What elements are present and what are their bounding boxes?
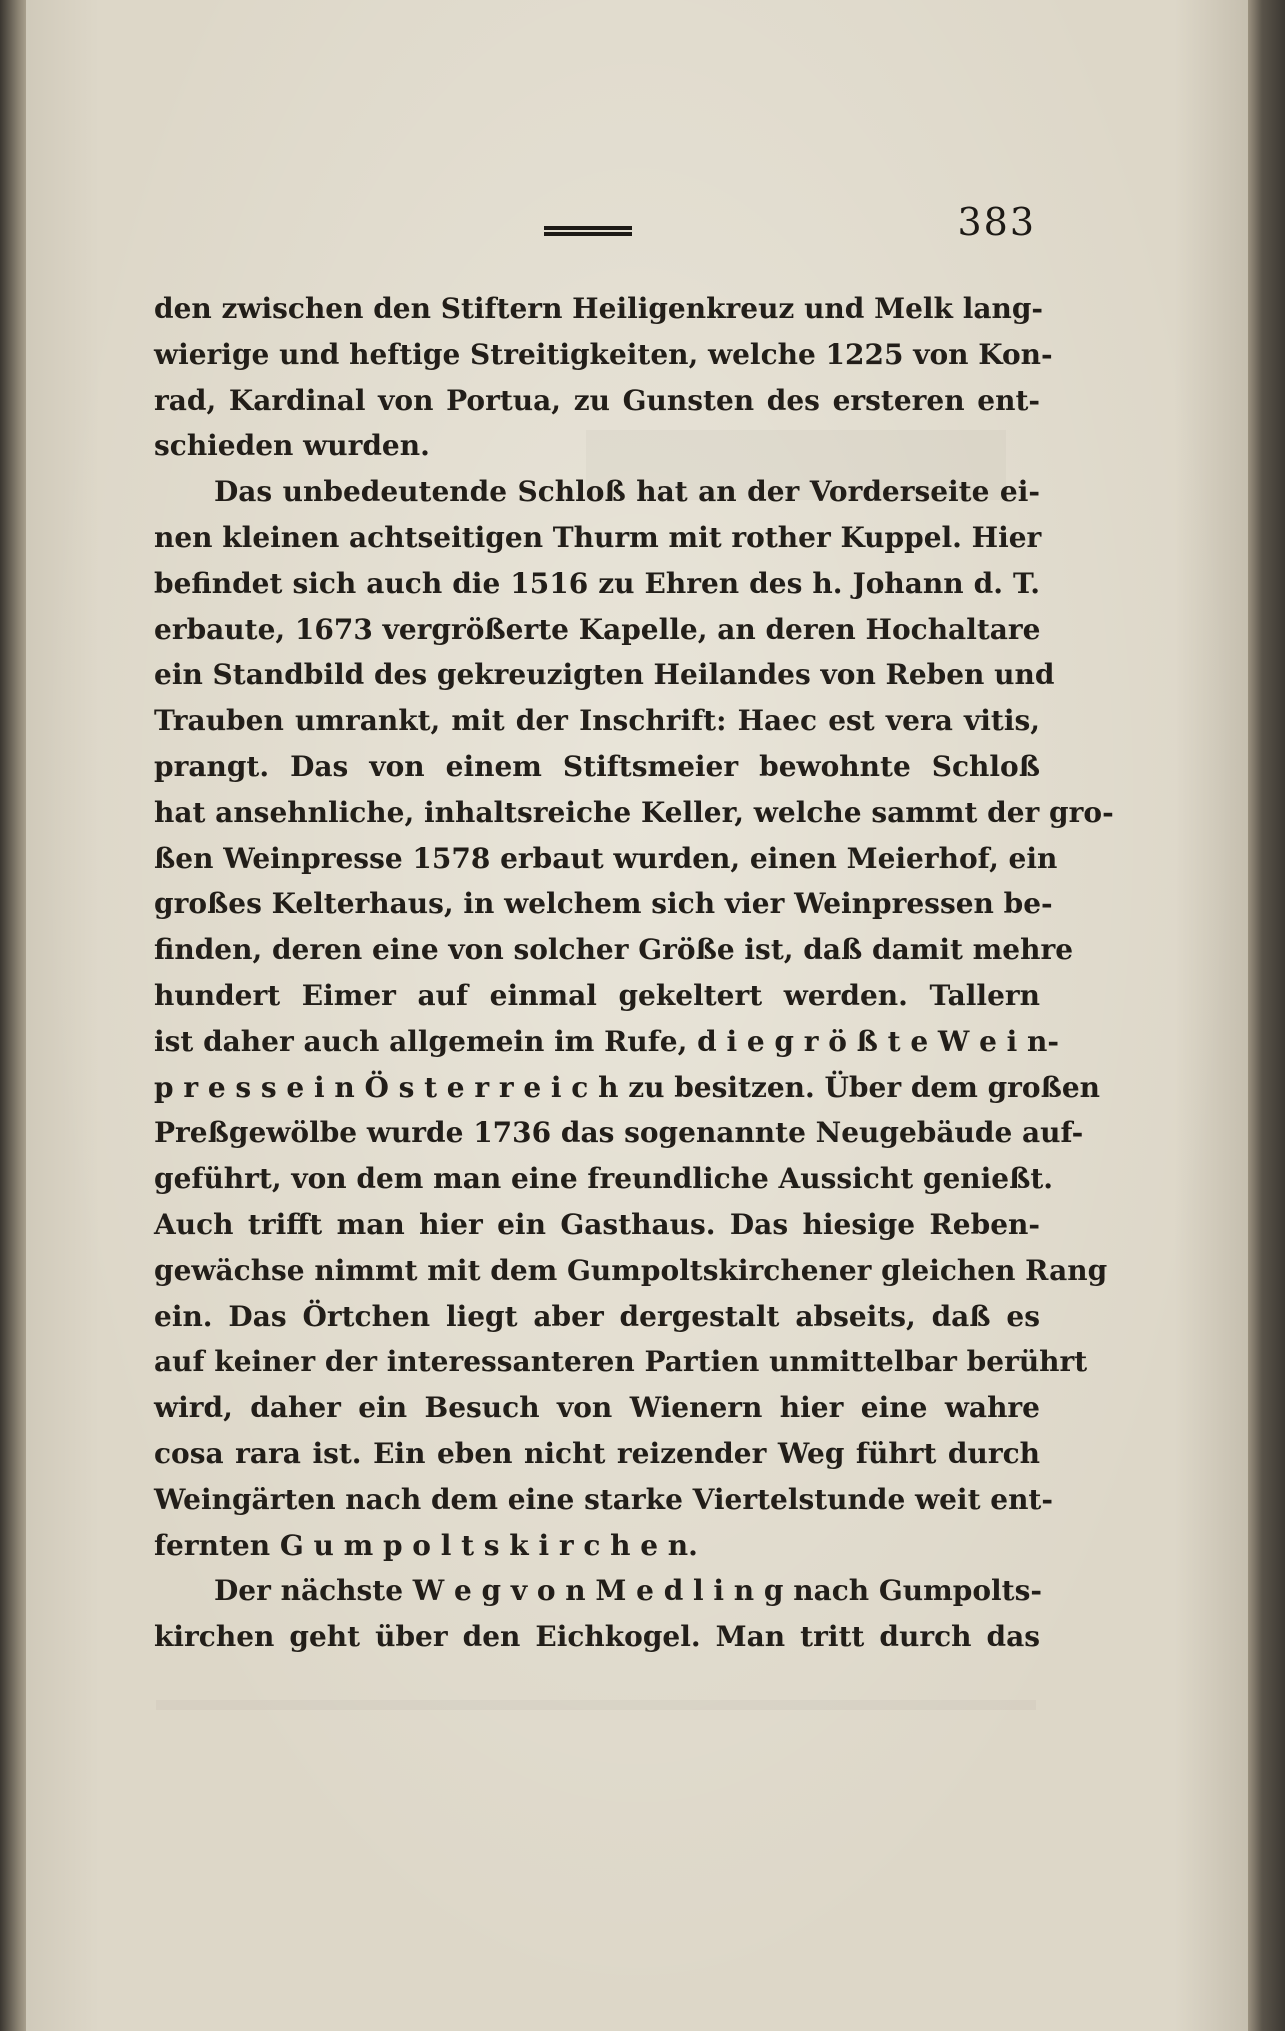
text-line: hundert Eimer auf einmal gekeltert werden. Tallern: [154, 978, 1040, 1012]
text-line: ein. Das Örtchen liegt aber dergestalt abseits, daß es: [154, 1299, 1040, 1333]
text-line: Das unbedeutende Schloß hat an der Vorderseite ei-: [214, 475, 1040, 509]
book-edge: [1247, 0, 1285, 2031]
running-head: [126, 200, 1036, 260]
head-ornament-rule: [544, 226, 632, 236]
text-line: Preßgewölbe wurde 1736 das sogenannte Neugebäude auf-: [154, 1116, 1084, 1150]
page-number: 383: [957, 200, 1036, 244]
text-line: hat ansehnliche, inhaltsreiche Keller, welche sammt der gro-: [154, 795, 1114, 829]
text-line: p r e s s e i n Ö s t e r r e i c h zu besitzen. Über dem großen: [154, 1070, 1101, 1104]
text-line: befindet sich auch die 1516 zu Ehren des h. Johann d. T.: [154, 566, 1040, 600]
text-line: geführt, von dem man eine freundliche Aussicht genießt.: [154, 1162, 1054, 1196]
text-line: finden, deren eine von solcher Größe ist, daß damit mehre: [154, 933, 1074, 967]
page-smudge: [156, 1700, 1036, 1710]
text-line: ist daher auch allgemein im Rufe, d i e g r ö ß t e W e i n-: [154, 1024, 1060, 1058]
text-line: Weingärten nach dem eine starke Viertelstunde weit ent-: [154, 1482, 1053, 1516]
text-line: auf keiner der interessanteren Partien unmittelbar berührt: [154, 1345, 1088, 1379]
body-text: [154, 286, 1114, 1660]
text-line: rad, Kardinal von Portua, zu Gunsten des ersteren ent-: [154, 383, 1040, 417]
text-line: wird, daher ein Besuch von Wienern hier eine wahre: [154, 1391, 1040, 1425]
text-line: ein Standbild des gekreuzigten Heilandes von Reben und: [154, 658, 1055, 692]
text-line: fernten G u m p o l t s k i r c h e n.: [154, 1528, 698, 1562]
text-line: wierige und heftige Streitigkeiten, welche 1225 von Kon-: [154, 337, 1053, 371]
text-line: gewächse nimmt mit dem Gumpoltskirchener gleichen Rang: [154, 1253, 1108, 1287]
text-line: großes Kelterhaus, in welchem sich vier Weinpressen be-: [154, 887, 1053, 921]
text-line: cosa rara ist. Ein eben nicht reizender Weg führt durch: [154, 1436, 1040, 1470]
text-line: Der nächste W e g v o n M e d l i n g nach Gumpolts-: [214, 1574, 1042, 1608]
text-line: schieden wurden.: [154, 429, 430, 463]
text-line: Auch trifft man hier ein Gasthaus. Das hiesige Reben-: [154, 1207, 1040, 1241]
text-line: ßen Weinpresse 1578 erbaut wurden, einen Meierhof, ein: [154, 841, 1058, 875]
text-line: den zwischen den Stiftern Heiligenkreuz und Melk lang-: [154, 292, 1044, 325]
text-line: prangt. Das von einem Stiftsmeier bewohnte Schloß: [154, 749, 1040, 783]
text-line: Trauben umrankt, mit der Inschrift: Haec est vera vitis,: [154, 704, 1040, 738]
book-page: [26, 0, 1248, 2031]
text-line: erbaute, 1673 vergrößerte Kapelle, an deren Hochaltare: [154, 612, 1041, 646]
text-line: nen kleinen achtseitigen Thurm mit rother Kuppel. Hier: [154, 520, 1042, 554]
text-line: kirchen geht über den Eichkogel. Man tritt durch das: [154, 1620, 1040, 1654]
